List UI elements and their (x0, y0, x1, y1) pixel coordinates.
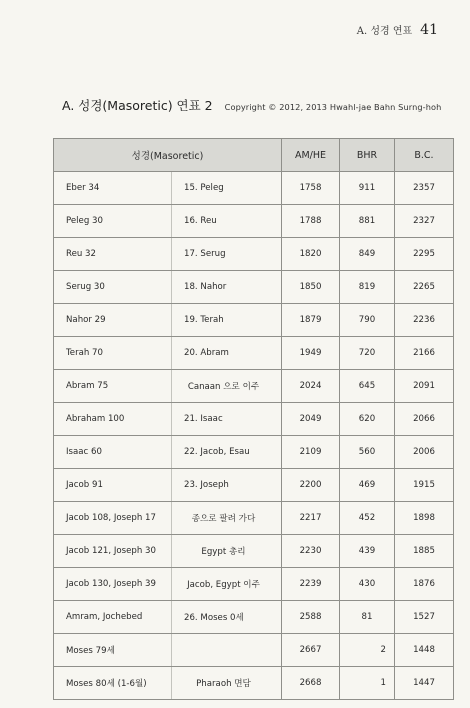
cell-bhr: 720 (340, 337, 395, 370)
cell-person-age: Reu 32 (54, 238, 172, 271)
cell-am: 1758 (282, 172, 340, 205)
header-bc: B.C. (395, 139, 454, 172)
table-row (54, 337, 454, 370)
copyright-notice: Copyright © 2012, 2013 Hwahl-jae Bahn Surng-hoh (224, 102, 442, 112)
cell-bc: 1447 (395, 667, 454, 700)
table-row (54, 634, 454, 667)
cell-am: 2239 (282, 568, 340, 601)
table-row (54, 238, 454, 271)
table-row (54, 568, 454, 601)
cell-bc: 1885 (395, 535, 454, 568)
cell-bc: 2357 (395, 172, 454, 205)
table-row (54, 172, 454, 205)
cell-person-age: Jacob 130, Joseph 39 (54, 568, 172, 601)
cell-bhr: 439 (340, 535, 395, 568)
cell-bhr: 819 (340, 271, 395, 304)
cell-bhr: 560 (340, 436, 395, 469)
cell-bc: 2066 (395, 403, 454, 436)
table-row (54, 601, 454, 634)
cell-am: 2217 (282, 502, 340, 535)
cell-person-age: Isaac 60 (54, 436, 172, 469)
cell-bc: 2327 (395, 205, 454, 238)
cell-bc: 1915 (395, 469, 454, 502)
cell-event: 17. Serug (172, 238, 282, 271)
cell-am: 1850 (282, 271, 340, 304)
page-number: 41 (420, 22, 438, 38)
cell-bc: 2166 (395, 337, 454, 370)
table-row (54, 205, 454, 238)
cell-bhr: 849 (340, 238, 395, 271)
cell-bc: 1527 (395, 601, 454, 634)
cell-bhr: 81 (340, 601, 395, 634)
title-line (62, 96, 450, 114)
cell-event: 26. Moses 0세 (172, 601, 282, 634)
cell-person-age: Serug 30 (54, 271, 172, 304)
cell-person-age: Eber 34 (54, 172, 172, 205)
cell-person-age: Abram 75 (54, 370, 172, 403)
cell-am: 2588 (282, 601, 340, 634)
table-row (54, 535, 454, 568)
header-name: 성경(Masoretic) (54, 139, 282, 172)
cell-event: 19. Terah (172, 304, 282, 337)
chronology-table-wrapper (53, 138, 453, 689)
cell-bhr: 620 (340, 403, 395, 436)
cell-bc: 2236 (395, 304, 454, 337)
cell-bhr: 2 (340, 634, 395, 667)
cell-person-age: Peleg 30 (54, 205, 172, 238)
table-row (54, 502, 454, 535)
cell-event: 종으로 팔려 가다 (172, 502, 282, 535)
cell-bc: 1898 (395, 502, 454, 535)
table-row (54, 304, 454, 337)
table-row (54, 271, 454, 304)
cell-bhr: 1 (340, 667, 395, 700)
cell-am: 1788 (282, 205, 340, 238)
cell-event: Egypt 총리 (172, 535, 282, 568)
cell-bhr: 790 (340, 304, 395, 337)
cell-bhr: 430 (340, 568, 395, 601)
cell-event: 23. Joseph (172, 469, 282, 502)
cell-person-age: Abraham 100 (54, 403, 172, 436)
cell-am: 2049 (282, 403, 340, 436)
cell-am: 2668 (282, 667, 340, 700)
cell-event: Jacob, Egypt 이주 (172, 568, 282, 601)
cell-am: 1879 (282, 304, 340, 337)
table-row (54, 436, 454, 469)
running-head-section: A. 성경 연표 (356, 26, 413, 37)
cell-bhr: 911 (340, 172, 395, 205)
cell-event (172, 634, 282, 667)
cell-person-age: Jacob 121, Joseph 30 (54, 535, 172, 568)
table-row (54, 370, 454, 403)
table-header-row (54, 139, 454, 172)
cell-event: 16. Reu (172, 205, 282, 238)
cell-bhr: 645 (340, 370, 395, 403)
cell-bc: 2295 (395, 238, 454, 271)
cell-am: 2230 (282, 535, 340, 568)
table-row (54, 403, 454, 436)
header-bhr: BHR (340, 139, 395, 172)
cell-bc: 2006 (395, 436, 454, 469)
cell-am: 1949 (282, 337, 340, 370)
cell-person-age: Jacob 108, Joseph 17 (54, 502, 172, 535)
page-title: A. 성경(Masoretic) 연표 2 (62, 98, 213, 113)
cell-event: 21. Isaac (172, 403, 282, 436)
cell-bhr: 469 (340, 469, 395, 502)
cell-bhr: 452 (340, 502, 395, 535)
cell-person-age: Nahor 29 (54, 304, 172, 337)
cell-am: 2200 (282, 469, 340, 502)
cell-am: 2667 (282, 634, 340, 667)
cell-event: 15. Peleg (172, 172, 282, 205)
cell-bc: 2091 (395, 370, 454, 403)
cell-event: 18. Nahor (172, 271, 282, 304)
cell-person-age: Amram, Jochebed (54, 601, 172, 634)
cell-am: 2024 (282, 370, 340, 403)
chronology-table (53, 138, 454, 700)
cell-bc: 1448 (395, 634, 454, 667)
cell-person-age: Terah 70 (54, 337, 172, 370)
cell-am: 1820 (282, 238, 340, 271)
cell-person-age: Moses 79세 (54, 634, 172, 667)
running-head (357, 22, 438, 38)
cell-event: 20. Abram (172, 337, 282, 370)
table-row (54, 667, 454, 700)
header-am: AM/HE (282, 139, 340, 172)
cell-person-age: Jacob 91 (54, 469, 172, 502)
cell-event: Pharaoh 면담 (172, 667, 282, 700)
cell-bhr: 881 (340, 205, 395, 238)
cell-event: 22. Jacob, Esau (172, 436, 282, 469)
table-body (54, 172, 454, 700)
cell-am: 2109 (282, 436, 340, 469)
cell-event: Canaan 으로 이주 (172, 370, 282, 403)
cell-bc: 1876 (395, 568, 454, 601)
cell-person-age: Moses 80세 (1-6월) (54, 667, 172, 700)
table-row (54, 469, 454, 502)
cell-bc: 2265 (395, 271, 454, 304)
